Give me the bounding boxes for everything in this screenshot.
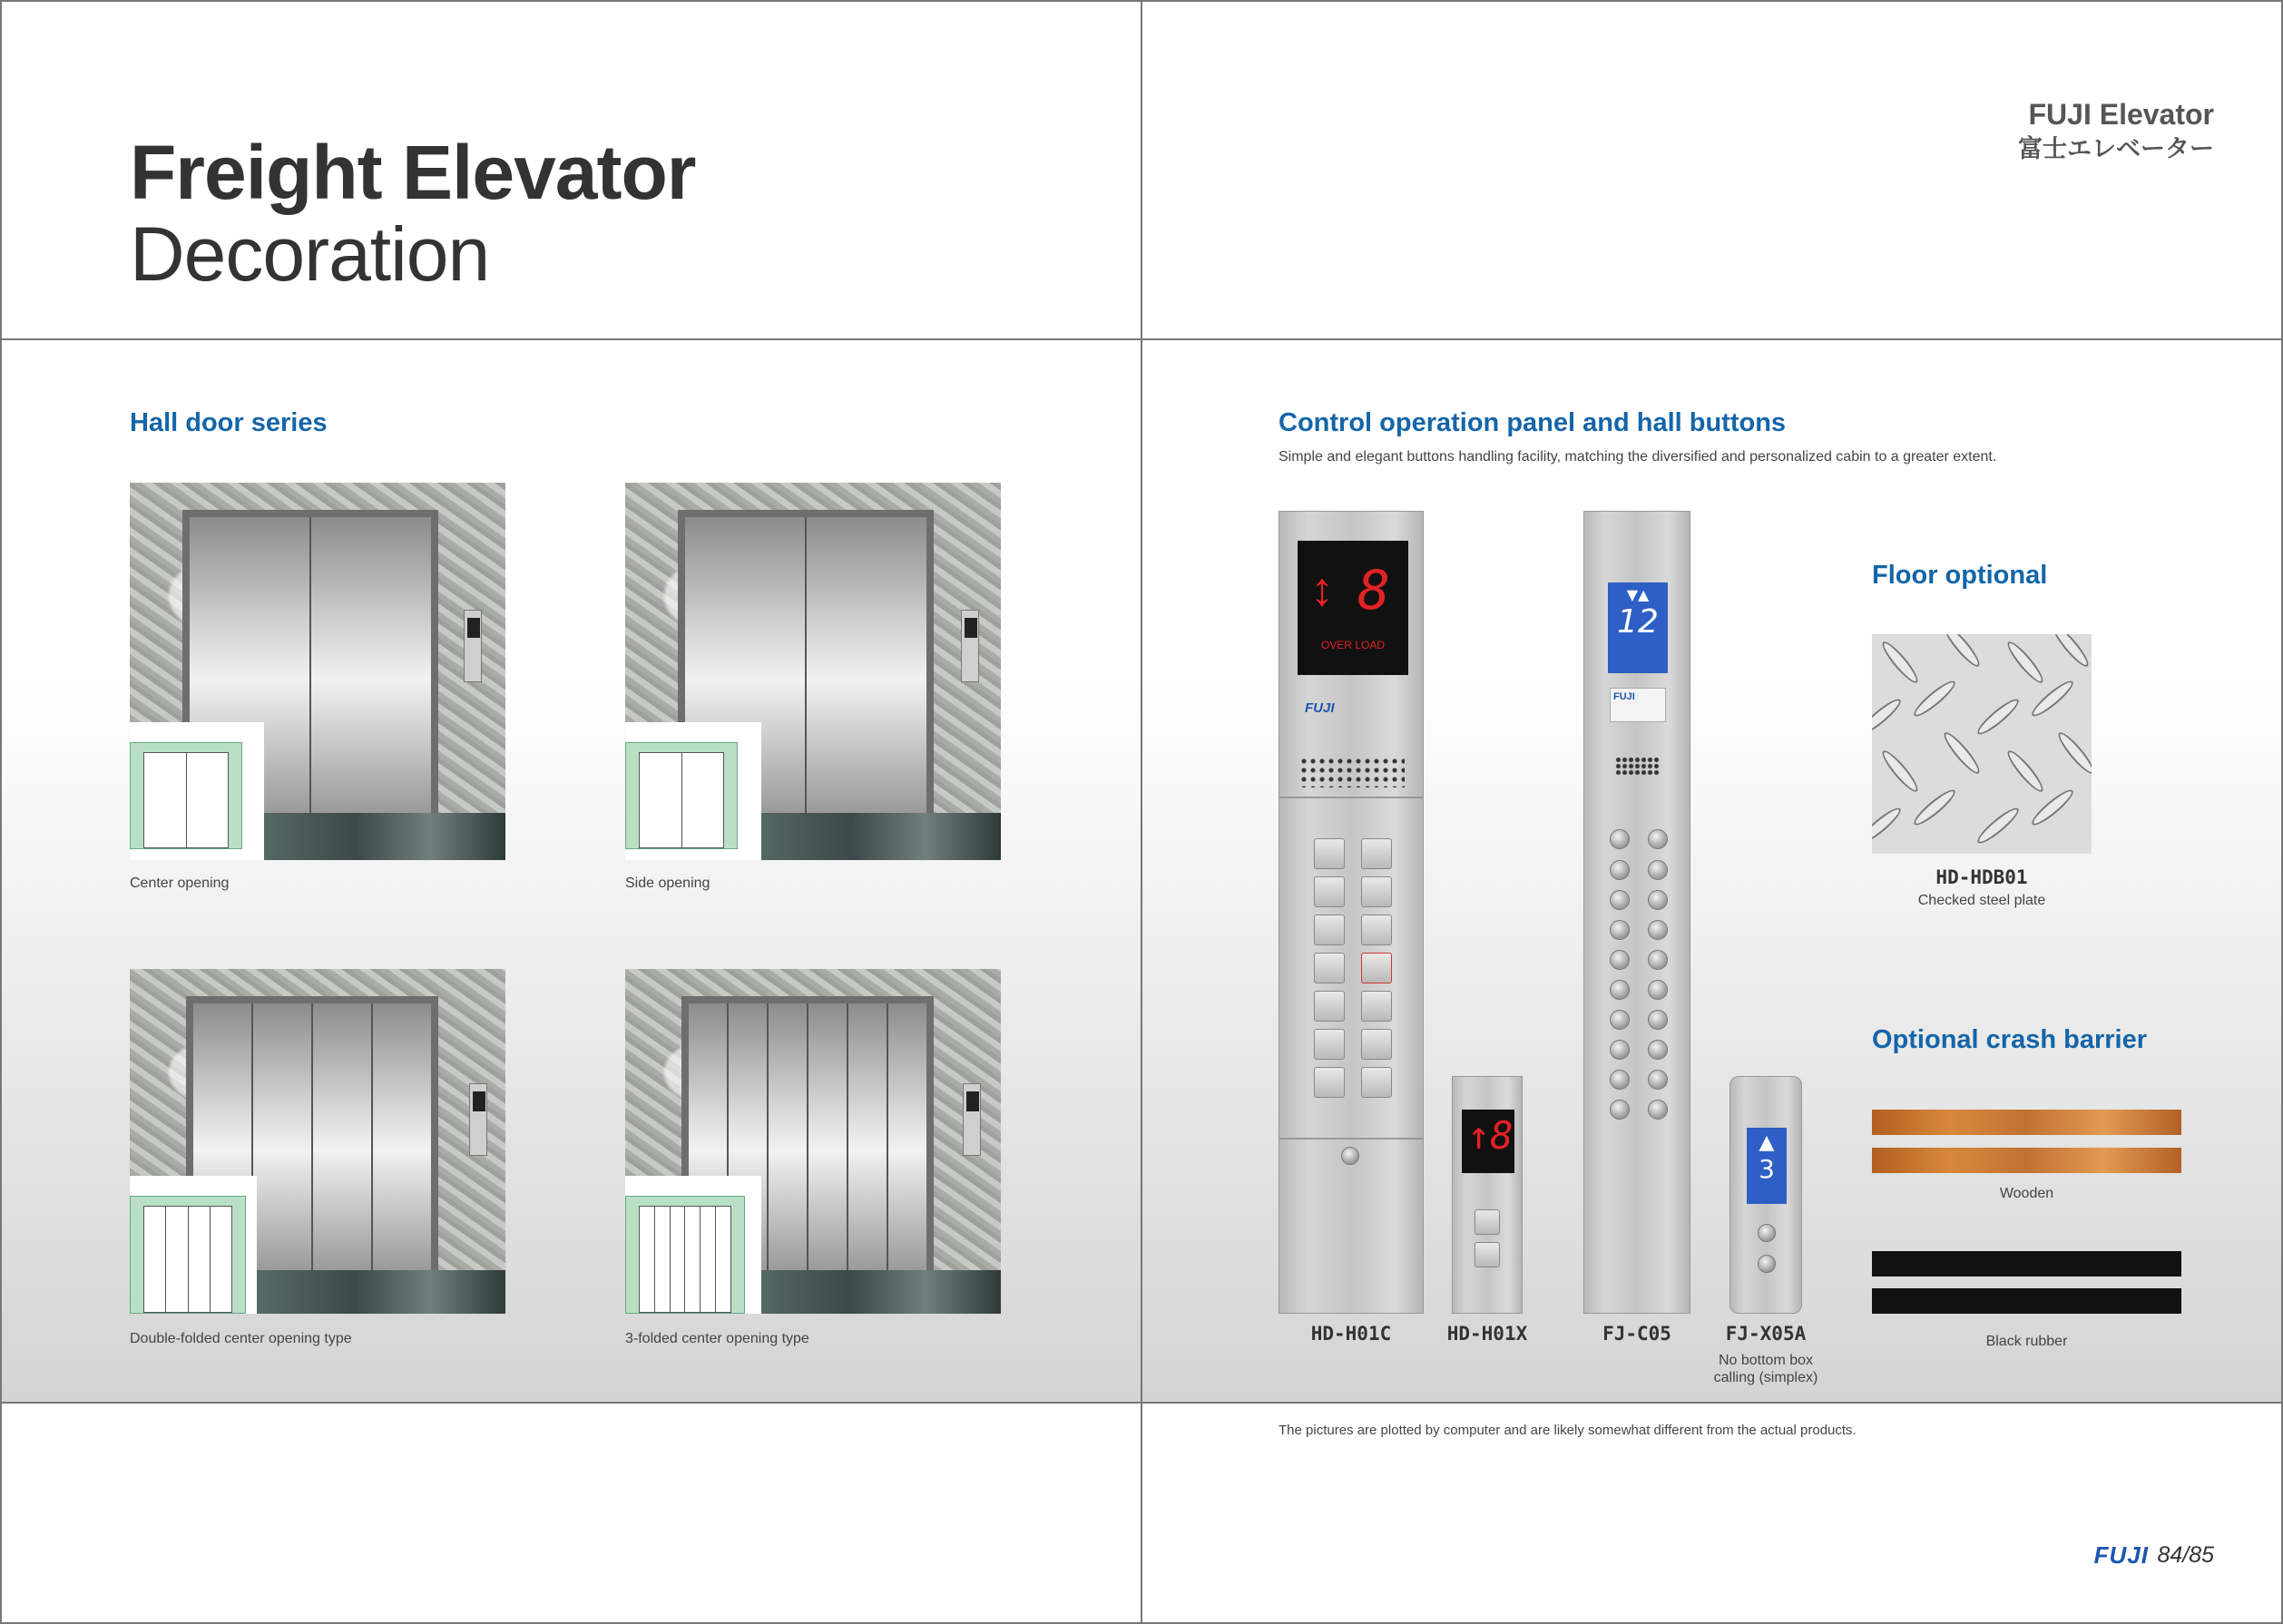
hall-door-caption: Side opening [625,876,710,891]
panel-model: HD-H01X [1446,1323,1528,1345]
panel-model: HD-H01C [1310,1323,1392,1345]
checked-steel-plate-image [1872,634,2092,854]
floor-heading: Floor optional [1872,561,2048,590]
side-opening-image [625,483,1001,860]
control-heading: Control operation panel and hall buttons [1279,408,1787,437]
page-title: Freight Elevator [130,130,696,215]
three-folded-image [625,969,1001,1314]
brand-name-japanese: 富士エレベーター [2018,135,2214,162]
hall-door-heading: Hall door series [130,408,328,437]
panel-note: calling (simplex) [1713,1370,1818,1385]
hall-door-caption: 3-folded center opening type [625,1331,809,1346]
barrier-caption: Black rubber [1985,1334,2068,1349]
wooden-barrier-image [1872,1148,2181,1173]
floor-caption: Checked steel plate [1917,893,2046,908]
center-opening-image [130,483,505,860]
disclaimer: The pictures are plotted by computer and are likely somewhat different from the actual products. [1279,1423,1857,1438]
brand-name: FUJI Elevator [2028,98,2214,131]
panel-fj-x05a-image: ▲ 3 [1729,1076,1802,1314]
panel-model: FJ-X05A [1725,1323,1807,1345]
barrier-caption: Wooden [1999,1186,2054,1201]
double-folded-image [130,969,505,1314]
page-spine [1141,0,1142,1624]
panel-fj-c05-image: ▼▲ 12 FUJI [1583,511,1690,1314]
rubber-barrier-image [1872,1288,2181,1314]
panel-model: FJ-C05 [1602,1323,1671,1345]
panel-hd-h01c-image: ↕ 8 OVER LOAD FUJI [1279,511,1424,1314]
page-subtitle: Decoration [130,211,490,297]
floor-model: HD-HDB01 [1935,866,2028,888]
hall-door-caption: Double-folded center opening type [130,1331,352,1346]
panel-hd-h01x-image: ↑8 [1452,1076,1523,1314]
rubber-barrier-image [1872,1251,2181,1277]
crash-barrier-heading: Optional crash barrier [1872,1025,2147,1054]
wooden-barrier-image [1872,1110,2181,1135]
fuji-logo: FUJI [2093,1541,2149,1569]
hall-door-caption: Center opening [130,876,230,891]
control-description: Simple and elegant buttons handling facility, matching the diversified and personalized cabin to a greater extent. [1279,449,1997,465]
page-number: 84/85 [2157,1542,2214,1568]
panel-note: No bottom box [1718,1353,1814,1368]
